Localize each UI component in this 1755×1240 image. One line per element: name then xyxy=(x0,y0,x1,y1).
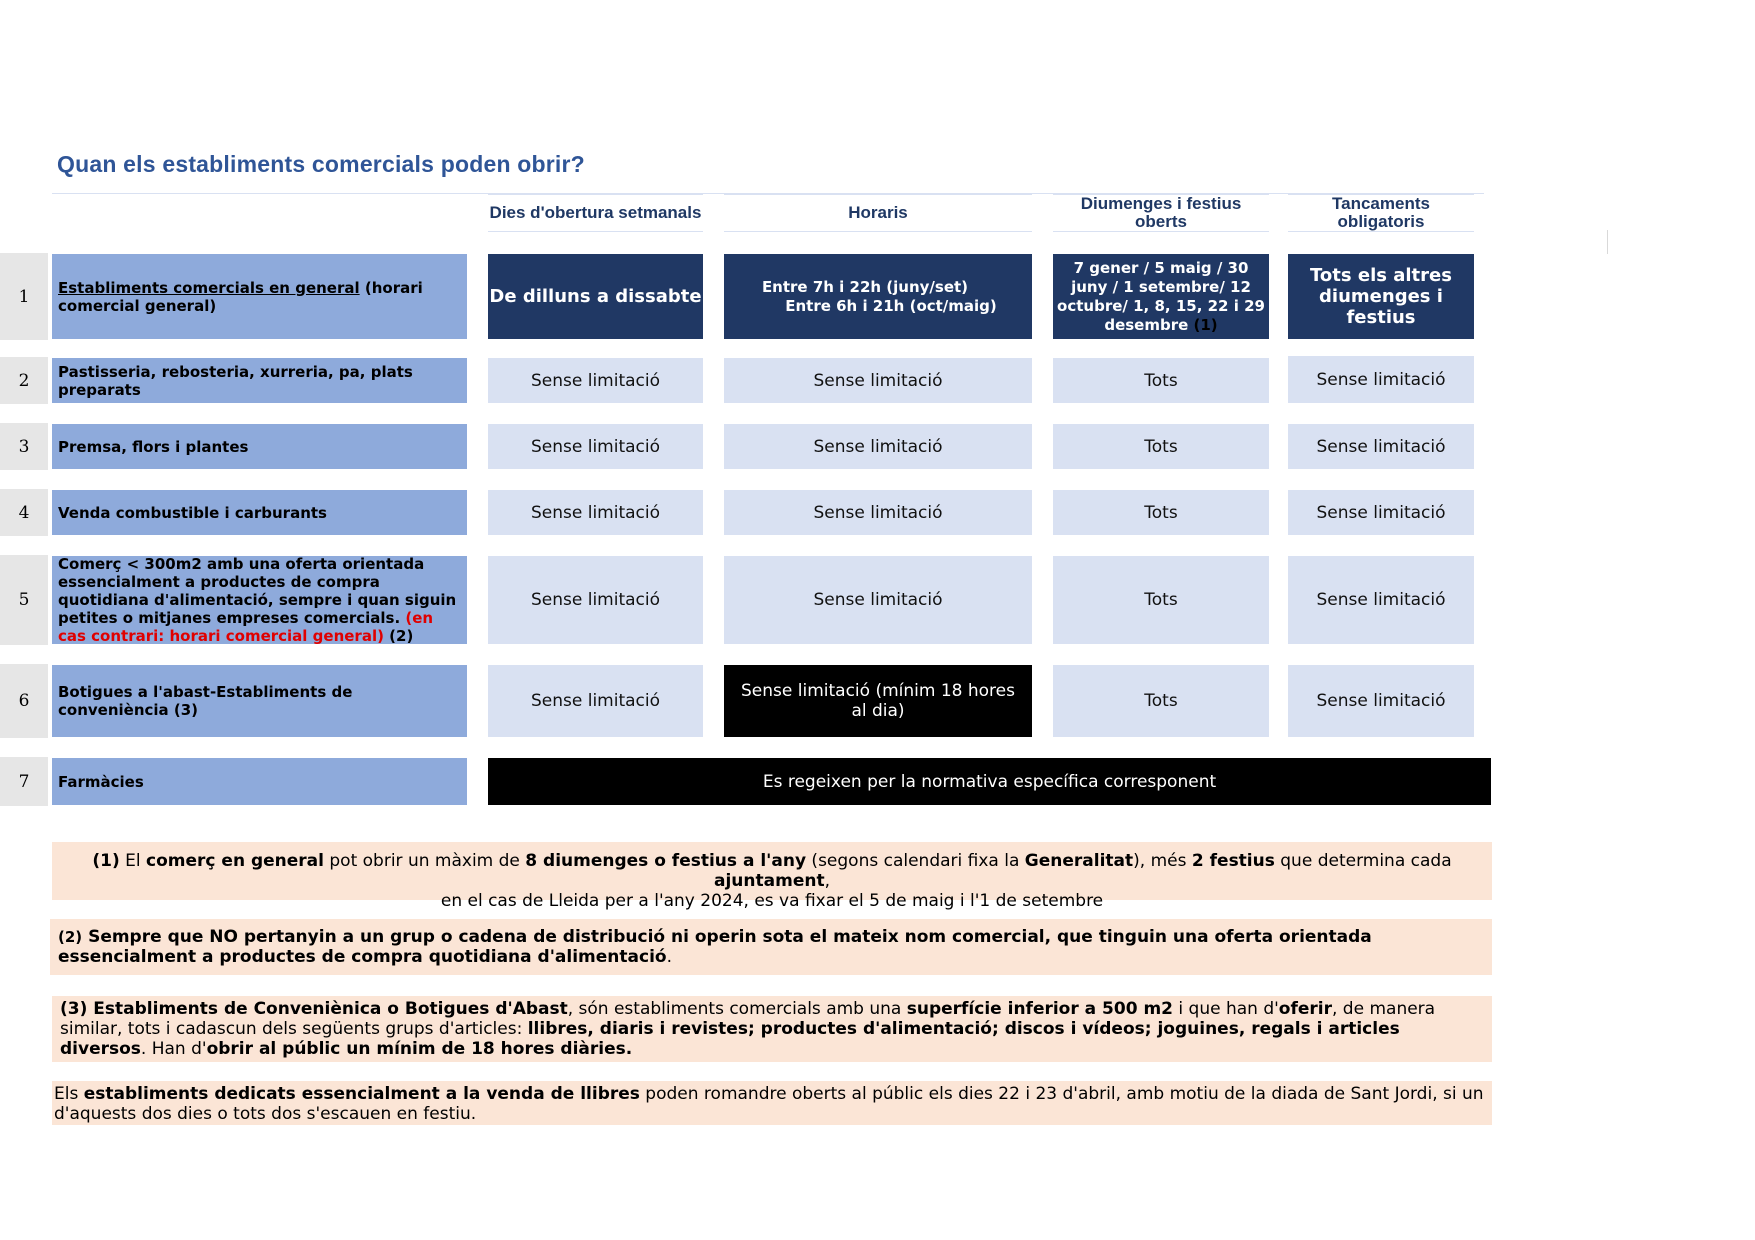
cell-horaris: Sense limitació (mínim 18 hores al dia) xyxy=(724,665,1032,737)
note-bold: 8 diumenges o festius a l'any xyxy=(525,851,807,871)
note-bold: Sempre que NO pertanyin a un grup o cadena de distribució ni operin sota el mateix nom comercial, que tinguin una oferta orientada essencialment a productes de compra quotidiana d'alimentació xyxy=(58,927,1372,967)
cell-diumenges: Tots xyxy=(1053,556,1269,644)
row-label-general xyxy=(52,254,467,339)
note-1 xyxy=(52,842,1492,911)
row-label: Farmàcies xyxy=(52,758,467,805)
note-bold: comerç en general xyxy=(146,851,324,871)
note-bold: oferir xyxy=(1278,999,1332,1019)
note-bold: establiments dedicats essencialment a la venda de llibres xyxy=(83,1084,640,1104)
row-label: Premsa, flors i plantes xyxy=(52,424,467,469)
note-ref: (1) xyxy=(92,851,120,871)
row-number: 5 xyxy=(0,555,48,645)
horari-line-2: Entre 6h i 21h (oct/maig) xyxy=(785,296,997,315)
horari-line-1: Entre 7h i 22h (juny/set) xyxy=(761,277,969,296)
note-ref: (2) xyxy=(58,928,83,946)
note-text: , de manera similar, tots i cadascun dels següents grups d'articles: xyxy=(60,999,1436,1039)
row-number: 3 xyxy=(0,423,48,470)
note-text: que determina cada xyxy=(1274,851,1452,871)
header-dies-obertura: Dies d'obertura setmanals xyxy=(488,194,703,232)
cell-tancaments: Sense limitació xyxy=(1288,490,1474,535)
note-text: ), més xyxy=(1133,851,1192,871)
cell-diumenges: Tots xyxy=(1053,665,1269,737)
note-bold: (3) Establiments de Conveniènica o Botigues d'Abast xyxy=(60,999,568,1019)
row-label: Pastisseria, rebosteria, xurreria, pa, plats preparats xyxy=(52,358,467,403)
cell-dies: Sense limitació xyxy=(488,665,703,737)
cell-horaris: Sense limitació xyxy=(724,358,1032,403)
cell-diumenges xyxy=(1053,254,1269,339)
row-label-rest: (horari comercial general) xyxy=(58,278,423,315)
header-horaris: Horaris xyxy=(724,194,1032,232)
cell-dies: Sense limitació xyxy=(488,556,703,644)
row-label: Botigues a l'abast-Establiments de conveniència (3) xyxy=(52,665,467,737)
diumenges-text: 7 gener / 5 maig / 30 juny / 1 setembre/ 12 octubre/ 1, 8, 15, 22 i 29 desembre xyxy=(1057,258,1265,334)
row-number: 7 xyxy=(0,757,48,806)
cell-horaris: Sense limitació xyxy=(724,490,1032,535)
cell-horaris: Sense limitació xyxy=(724,556,1032,644)
note-bold: llibres, diaris i revistes; productes d'alimentació; discos i vídeos; joguines, regals i articles diversos xyxy=(60,1019,1400,1059)
note-line-2: en el cas de Lleida per a l'any 2024, es va fixar el 5 de maig i l'1 de setembre xyxy=(440,891,1104,911)
row-label-comerc xyxy=(52,556,467,644)
row-label-red: (en cas contrari: horari comercial general) xyxy=(58,609,434,645)
cell-tancaments: Sense limitació xyxy=(1288,424,1474,469)
cell-merged-farmacies: Es regeixen per la normativa específica corresponent xyxy=(488,758,1491,805)
diumenges-ref: (1) xyxy=(1193,315,1218,334)
cell-tancaments: Sense limitació xyxy=(1288,356,1474,403)
note-3 xyxy=(52,996,1492,1062)
note-text: i que han d' xyxy=(1173,999,1279,1019)
row-number: 2 xyxy=(0,357,48,404)
row-label-underlined: Establiments comercials en general xyxy=(58,278,360,297)
note-text: pot obrir un màxim de xyxy=(323,851,526,871)
note-text: . Han d' xyxy=(140,1039,207,1059)
cell-diumenges: Tots xyxy=(1053,358,1269,403)
note-bold: obrir al públic un mínim de 18 hores diàries. xyxy=(206,1039,633,1059)
cell-horaris: Sense limitació xyxy=(724,424,1032,469)
note-text: , xyxy=(824,871,830,891)
note-bold: superfície inferior a 500 m2 xyxy=(906,999,1173,1019)
row-number: 4 xyxy=(0,489,48,536)
cell-tancaments: Sense limitació xyxy=(1288,665,1474,737)
cell-dies: Sense limitació xyxy=(488,490,703,535)
cell-dies: De dilluns a dissabte xyxy=(488,254,703,339)
stray-divider xyxy=(1607,230,1608,254)
note-2 xyxy=(50,919,1492,975)
cell-diumenges: Tots xyxy=(1053,424,1269,469)
header-diumenges-festius: Diumenges i festius oberts xyxy=(1053,194,1269,232)
cell-horaris xyxy=(724,254,1032,339)
cell-diumenges: Tots xyxy=(1053,490,1269,535)
cell-dies: Sense limitació xyxy=(488,424,703,469)
header-tancaments: Tancaments obligatoris xyxy=(1288,194,1474,232)
note-bold: ajuntament xyxy=(714,871,825,891)
row-label-ref: (2) xyxy=(383,627,414,645)
row-number: 6 xyxy=(0,664,48,738)
cell-tancaments: Sense limitació xyxy=(1288,556,1474,644)
note-bold: 2 festius xyxy=(1191,851,1275,871)
note-text: poden romandre oberts al públic els dies 22 i 23 d'abril, amb motiu de la diada de Sant Jordi, si un d'aquests dos dies o tots dos s'escauen en festiu. xyxy=(54,1084,1484,1124)
note-bold: Generalitat xyxy=(1024,851,1134,871)
cell-dies: Sense limitació xyxy=(488,358,703,403)
page-title: Quan els establiments comercials poden obrir? xyxy=(57,151,585,177)
note-text: , són establiments comercials amb una xyxy=(567,999,907,1019)
note-4 xyxy=(52,1081,1492,1125)
note-text: El xyxy=(119,851,147,871)
row-number: 1 xyxy=(0,253,48,340)
row-label-main: Comerç < 300m2 amb una oferta orientada essencialment a productes de compra quotidiana d'alimentació, sempre i quan siguin petites o mitjanes empreses comercials. xyxy=(58,555,457,627)
row-label: Venda combustible i carburants xyxy=(52,490,467,535)
cell-tancaments: Tots els altres diumenges i festius xyxy=(1288,254,1474,339)
note-text: (segons calendari fixa la xyxy=(806,851,1025,871)
note-text: Els xyxy=(54,1084,84,1104)
note-text: . xyxy=(666,947,672,967)
